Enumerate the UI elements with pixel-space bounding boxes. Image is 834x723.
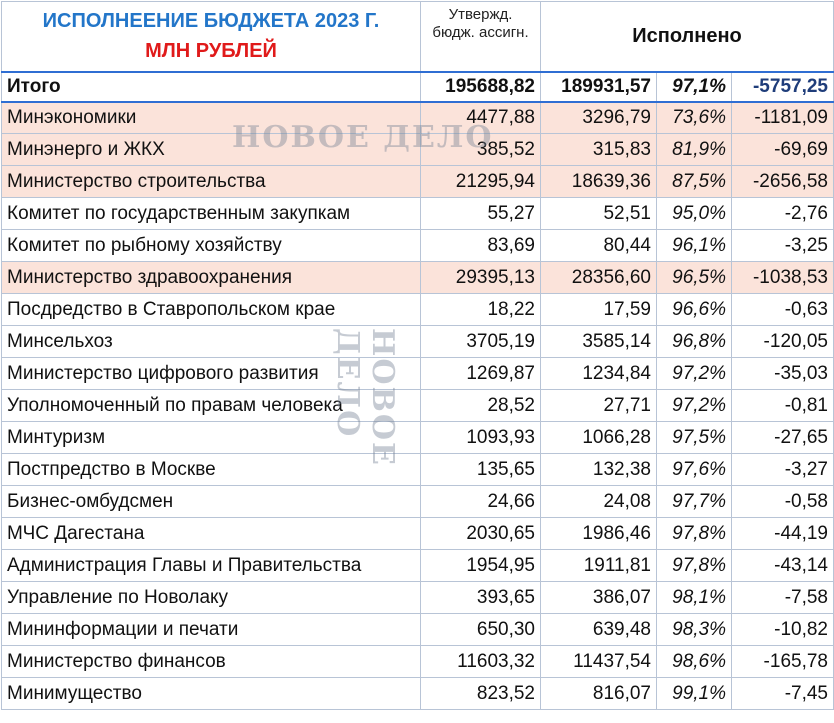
executed-header: Исполнено — [541, 2, 834, 72]
row-approved: 4477,88 — [421, 102, 541, 134]
row-percent: 96,1% — [657, 230, 732, 262]
row-executed: 28356,60 — [541, 262, 657, 294]
row-executed: 1066,28 — [541, 422, 657, 454]
row-approved: 1093,93 — [421, 422, 541, 454]
row-percent: 97,2% — [657, 358, 732, 390]
table-row — [2, 262, 834, 294]
row-approved: 29395,13 — [421, 262, 541, 294]
row-name: Комитет по рыбному хозяйству — [2, 230, 421, 262]
total-label: Итого — [2, 72, 421, 102]
row-name: Минтуризм — [2, 422, 421, 454]
row-difference: -10,82 — [732, 614, 834, 646]
row-percent: 95,0% — [657, 198, 732, 230]
row-name: Минэнерго и ЖКХ — [2, 134, 421, 166]
watermark-vertical: НОВОЕ ДЕЛО — [330, 328, 400, 467]
row-percent: 96,6% — [657, 294, 732, 326]
row-name: Министерство финансов — [2, 646, 421, 678]
row-approved: 55,27 — [421, 198, 541, 230]
row-approved: 1954,95 — [421, 550, 541, 582]
row-executed: 27,71 — [541, 390, 657, 422]
row-name: Министерство здравоохранения — [2, 262, 421, 294]
table-row — [2, 614, 834, 646]
table-subtitle: МЛН РУБЛЕЙ — [145, 40, 277, 63]
row-difference: -7,58 — [732, 582, 834, 614]
row-name: Постпредство в Москве — [2, 454, 421, 486]
row-percent: 97,7% — [657, 486, 732, 518]
row-name: МЧС Дагестана — [2, 518, 421, 550]
row-percent: 97,2% — [657, 390, 732, 422]
row-difference: -2,76 — [732, 198, 834, 230]
row-percent: 98,1% — [657, 582, 732, 614]
row-percent: 73,6% — [657, 102, 732, 134]
watermark-horizontal: НОВОЕ ДЕЛО — [232, 120, 494, 155]
row-name: Уполномоченный по правам человека — [2, 390, 421, 422]
row-executed: 80,44 — [541, 230, 657, 262]
table-row — [2, 326, 834, 358]
row-difference: -3,25 — [732, 230, 834, 262]
row-difference: -0,58 — [732, 486, 834, 518]
table-row — [2, 230, 834, 262]
row-executed: 24,08 — [541, 486, 657, 518]
row-approved: 650,30 — [421, 614, 541, 646]
table-row — [2, 358, 834, 390]
row-approved: 21295,94 — [421, 166, 541, 198]
table-title: ИСПОЛНЕЕНИЕ БЮДЖЕТА 2023 Г. — [42, 10, 380, 33]
row-name: Министерство строительства — [2, 166, 421, 198]
row-approved: 393,65 — [421, 582, 541, 614]
row-percent: 98,6% — [657, 646, 732, 678]
row-approved: 28,52 — [421, 390, 541, 422]
table-row — [2, 198, 834, 230]
total-row — [2, 72, 834, 102]
row-difference: -120,05 — [732, 326, 834, 358]
row-name: Бизнес-омбудсмен — [2, 486, 421, 518]
row-name: Минимущество — [2, 678, 421, 710]
row-approved: 24,66 — [421, 486, 541, 518]
total-difference: -5757,25 — [732, 72, 834, 102]
title-cell — [2, 2, 421, 72]
row-difference: -0,81 — [732, 390, 834, 422]
table-row — [2, 646, 834, 678]
row-percent: 97,8% — [657, 550, 732, 582]
row-difference: -0,63 — [732, 294, 834, 326]
row-executed: 52,51 — [541, 198, 657, 230]
row-percent: 97,6% — [657, 454, 732, 486]
row-approved: 385,52 — [421, 134, 541, 166]
table-row — [2, 390, 834, 422]
row-difference: -35,03 — [732, 358, 834, 390]
row-executed: 18639,36 — [541, 166, 657, 198]
row-executed: 11437,54 — [541, 646, 657, 678]
row-difference: -165,78 — [732, 646, 834, 678]
table-row — [2, 102, 834, 134]
row-executed: 17,59 — [541, 294, 657, 326]
table-row — [2, 294, 834, 326]
table-row — [2, 518, 834, 550]
row-approved: 3705,19 — [421, 326, 541, 358]
row-executed: 315,83 — [541, 134, 657, 166]
row-executed: 1234,84 — [541, 358, 657, 390]
row-difference: -27,65 — [732, 422, 834, 454]
row-percent: 87,5% — [657, 166, 732, 198]
total-approved: 195688,82 — [421, 72, 541, 102]
row-difference: -44,19 — [732, 518, 834, 550]
row-percent: 97,8% — [657, 518, 732, 550]
table-row — [2, 166, 834, 198]
row-name: Управление по Новолаку — [2, 582, 421, 614]
budget-table — [1, 1, 834, 710]
row-approved: 135,65 — [421, 454, 541, 486]
table-row — [2, 486, 834, 518]
row-difference: -43,14 — [732, 550, 834, 582]
row-name: Администрация Главы и Правительства — [2, 550, 421, 582]
row-executed: 386,07 — [541, 582, 657, 614]
row-percent: 98,3% — [657, 614, 732, 646]
row-name: Минэкономики — [2, 102, 421, 134]
row-name: Минсельхоз — [2, 326, 421, 358]
row-difference: -7,45 — [732, 678, 834, 710]
row-percent: 97,5% — [657, 422, 732, 454]
row-executed: 816,07 — [541, 678, 657, 710]
row-name: Комитет по государственным закупкам — [2, 198, 421, 230]
row-name: Мининформации и печати — [2, 614, 421, 646]
approved-header: Утвержд. бюдж. ассигн. — [421, 2, 541, 72]
row-approved: 2030,65 — [421, 518, 541, 550]
row-name: Посдредство в Ставропольском крае — [2, 294, 421, 326]
table-row — [2, 582, 834, 614]
row-percent: 96,5% — [657, 262, 732, 294]
row-percent: 81,9% — [657, 134, 732, 166]
row-difference: -2656,58 — [732, 166, 834, 198]
table-row — [2, 422, 834, 454]
row-difference: -3,27 — [732, 454, 834, 486]
row-approved: 18,22 — [421, 294, 541, 326]
row-difference: -1038,53 — [732, 262, 834, 294]
table-row — [2, 678, 834, 710]
row-difference: -1181,09 — [732, 102, 834, 134]
table-row — [2, 550, 834, 582]
row-executed: 3585,14 — [541, 326, 657, 358]
row-approved: 823,52 — [421, 678, 541, 710]
row-approved: 1269,87 — [421, 358, 541, 390]
table-row — [2, 454, 834, 486]
row-percent: 96,8% — [657, 326, 732, 358]
row-executed: 639,48 — [541, 614, 657, 646]
total-percent: 97,1% — [657, 72, 732, 102]
total-executed: 189931,57 — [541, 72, 657, 102]
row-approved: 11603,32 — [421, 646, 541, 678]
row-name: Министерство цифрового развития — [2, 358, 421, 390]
header-row — [2, 2, 834, 72]
row-approved: 83,69 — [421, 230, 541, 262]
table-row — [2, 134, 834, 166]
row-executed: 1911,81 — [541, 550, 657, 582]
row-executed: 3296,79 — [541, 102, 657, 134]
row-difference: -69,69 — [732, 134, 834, 166]
row-executed: 1986,46 — [541, 518, 657, 550]
row-executed: 132,38 — [541, 454, 657, 486]
row-percent: 99,1% — [657, 678, 732, 710]
